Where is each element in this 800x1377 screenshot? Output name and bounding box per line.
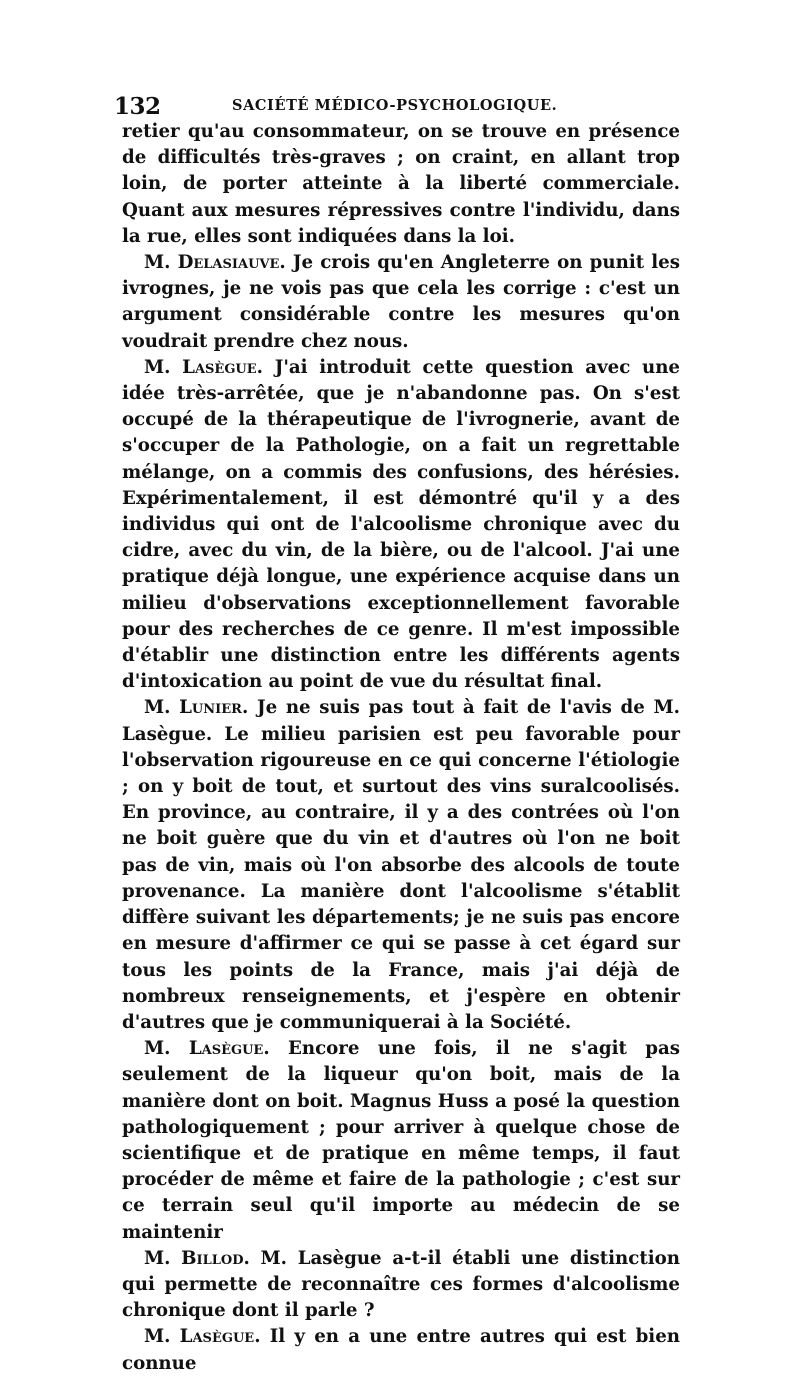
paragraph: [122, 119, 680, 250]
paragraph-text: retier qu'au consommateur, on se trouve en présence de difficultés très-graves ; on craint, en allant trop loin, de porter atteinte à la liberté commerciale. Quant aux mesures répressives contre l'individu, dans la rue, elles sont indiquées dans la loi.: [122, 121, 680, 247]
body-text: [122, 119, 680, 1377]
paragraph-text: M. Lasègue a-t-il établi une distinction qui permette de reconnaître ces formes d'alcoolisme chronique dont il parle ?: [122, 1247, 680, 1322]
speaker-name: M. Lunier.: [144, 697, 249, 719]
paragraph: [122, 355, 680, 696]
speaker-name: M. Lasègue.: [144, 1326, 261, 1348]
page-number: 132: [114, 93, 161, 120]
speaker-name: M. Delasiauve.: [144, 252, 286, 274]
paragraph: [122, 695, 680, 1036]
paragraph: [122, 250, 680, 355]
speaker-name: M. Lasègue.: [144, 1038, 270, 1060]
speaker-name: M. Billod.: [144, 1247, 250, 1269]
paragraph-text: J'ai introduit cette question avec une idée très-arrêtée, que je n'abandonne pas. On s'est occupé de la thérapeutique de l'ivrognerie, avant de s'occuper de la Pathologie, on a fait un regrettable mélange, on a commis des confusions, des hérésies. Expérimentalement, il est démontré qu'il y a des individus qui ont de l'alcoolisme chronique avec du cidre, avec du vin, de la bière, ou de l'alcool. J'ai une pratique déjà longue, une expérience acquise dans un milieu d'observations exceptionnellement favorable pour des recherches de ce genre. Il m'est impossible d'établir une distinction entre les différents agents d'intoxication au point de vue du résultat final.: [122, 356, 680, 693]
running-title: SACIÉTÉ MÉDICO-PSYCHOLOGIQUE.: [232, 97, 558, 114]
paragraph-text: Il y en a une entre autres qui est bien connue: [122, 1326, 680, 1374]
paragraph-text: Je ne suis pas tout à fait de l'avis de M. Lasègue. Le milieu parisien est peu favorable pour l'observation rigoureuse en ce qui concerne l'étiologie ; on y boit de tout, et surtout des vins suralcoolisés. En province, au contraire, il y a des contrées où l'on ne boit guère que du vin et d'autres où l'on ne boit pas de vin, mais où l'on absorbe des alcools de toute provenance. La manière dont l'alcoolisme s'établit diffère suivant les départements; je ne suis pas encore en mesure d'affirmer ce qui se passe à cet égard sur tous les points de la France, mais j'ai déjà de nombreux renseignements, et j'espère en obtenir d'autres que je communiquerai à la Société.: [122, 697, 680, 1033]
speaker-name: M. Lasègue.: [144, 356, 264, 378]
paragraph: [122, 1246, 680, 1325]
paragraph: [122, 1324, 680, 1376]
page-header: [114, 85, 680, 120]
paragraph-text: Encore une fois, il ne s'agit pas seulement de la liqueur qu'on boit, mais de la manière dont on boit. Magnus Huss a posé la question pathologiquement ; pour arriver à quelque chose de scientifique et de pratique en même temps, il faut procéder de même et faire de la pathologie ; c'est sur ce terrain seul qu'il importe au médecin de se maintenir: [122, 1038, 680, 1243]
paragraph: [122, 1036, 680, 1246]
paragraph-text: Je crois qu'en Angleterre on punit les ivrognes, je ne vois pas que cela les corrige : c'est un argument considérable contre les mesures qu'on voudrait prendre chez nous.: [122, 252, 680, 352]
book-page: [114, 85, 680, 1377]
